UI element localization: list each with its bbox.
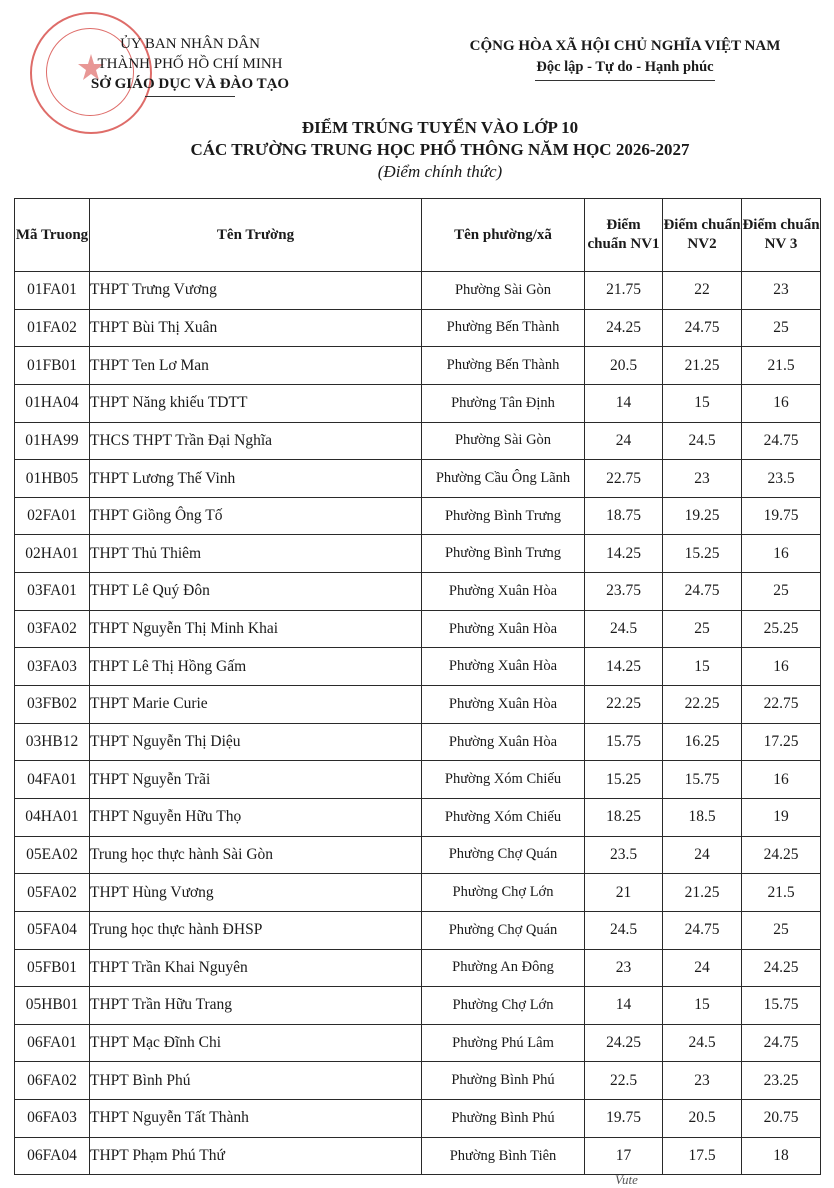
school-name: THPT Nguyễn Trãi: [90, 761, 422, 799]
score-nv1: 22.5: [585, 1062, 663, 1100]
score-nv2: 18.5: [663, 798, 742, 836]
ward-name: Phường Bình Trưng: [422, 497, 585, 535]
ward-name: Phường Xuân Hòa: [422, 610, 585, 648]
school-name: THPT Trưng Vương: [90, 272, 422, 310]
score-nv2: 21.25: [663, 874, 742, 912]
score-nv1: 24.25: [585, 309, 663, 347]
score-nv2: 15: [663, 648, 742, 686]
ward-name: Phường Bình Phú: [422, 1062, 585, 1100]
school-code: 01FA01: [15, 272, 90, 310]
score-nv3: 25: [742, 309, 821, 347]
school-name: THPT Bùi Thị Xuân: [90, 309, 422, 347]
table-row: [15, 1024, 821, 1062]
table-row: [15, 987, 821, 1025]
school-code: 01FB01: [15, 347, 90, 385]
score-nv3: 15.75: [742, 987, 821, 1025]
title-line-2: CÁC TRƯỜNG TRUNG HỌC PHỔ THÔNG NĂM HỌC 2026-2027: [190, 140, 690, 159]
table-row: [15, 573, 821, 611]
table-row: [15, 798, 821, 836]
score-nv3: 16: [742, 648, 821, 686]
score-nv1: 21: [585, 874, 663, 912]
score-nv2: 24: [663, 949, 742, 987]
document-title: [100, 117, 780, 183]
table-row: [15, 686, 821, 724]
score-nv3: 23: [742, 272, 821, 310]
school-name: THCS THPT Trần Đại Nghĩa: [90, 422, 422, 460]
table-body: [15, 272, 821, 1175]
ward-name: Phường Phú Lâm: [422, 1024, 585, 1062]
score-nv2: 15: [663, 987, 742, 1025]
score-nv3: 16: [742, 384, 821, 422]
table-row: [15, 911, 821, 949]
score-nv3: 16: [742, 761, 821, 799]
school-code: 02HA01: [15, 535, 90, 573]
score-nv1: 18.25: [585, 798, 663, 836]
school-code: 01HA99: [15, 422, 90, 460]
school-name: THPT Lê Thị Hồng Gấm: [90, 648, 422, 686]
school-code: 06FA02: [15, 1062, 90, 1100]
school-code: 01HA04: [15, 384, 90, 422]
header-school: Tên Trường: [90, 199, 422, 272]
school-code: 03FB02: [15, 686, 90, 724]
score-nv3: 25.25: [742, 610, 821, 648]
score-nv1: 23: [585, 949, 663, 987]
table-row: [15, 648, 821, 686]
score-nv3: 24.75: [742, 422, 821, 460]
school-name: THPT Lê Quý Đôn: [90, 573, 422, 611]
school-code: 05HB01: [15, 987, 90, 1025]
admission-scores-table: [14, 198, 821, 1175]
score-nv1: 23.5: [585, 836, 663, 874]
score-nv3: 19.75: [742, 497, 821, 535]
school-name: THPT Trần Khai Nguyên: [90, 949, 422, 987]
score-nv1: 14: [585, 384, 663, 422]
table-row: [15, 422, 821, 460]
score-nv1: 24.25: [585, 1024, 663, 1062]
authority-line-1: ỦY BAN NHÂN DÂN: [120, 36, 260, 52]
score-nv2: 24.75: [663, 573, 742, 611]
score-nv3: 19: [742, 798, 821, 836]
score-nv2: 22: [663, 272, 742, 310]
score-nv1: 22.75: [585, 460, 663, 498]
score-nv3: 20.75: [742, 1100, 821, 1138]
score-nv1: 24.5: [585, 610, 663, 648]
school-code: 03HB12: [15, 723, 90, 761]
score-nv2: 16.25: [663, 723, 742, 761]
ward-name: Phường Tân Định: [422, 384, 585, 422]
score-nv3: 24.75: [742, 1024, 821, 1062]
score-nv2: 24.75: [663, 911, 742, 949]
score-nv2: 24.5: [663, 1024, 742, 1062]
score-nv3: 16: [742, 535, 821, 573]
footer-initials: Vute: [615, 1172, 638, 1187]
score-nv2: 15: [663, 384, 742, 422]
score-nv3: 21.5: [742, 347, 821, 385]
table-row: [15, 384, 821, 422]
ward-name: Phường Bình Phú: [422, 1100, 585, 1138]
header-code: Mã Truong: [15, 199, 90, 272]
score-nv1: 18.75: [585, 497, 663, 535]
score-nv3: 21.5: [742, 874, 821, 912]
school-code: 01FA02: [15, 309, 90, 347]
table-row: [15, 347, 821, 385]
score-nv1: 21.75: [585, 272, 663, 310]
score-nv3: 17.25: [742, 723, 821, 761]
ward-name: Phường Sài Gòn: [422, 272, 585, 310]
school-name: THPT Nguyễn Thị Minh Khai: [90, 610, 422, 648]
score-nv2: 23: [663, 460, 742, 498]
score-nv2: 24.5: [663, 422, 742, 460]
score-nv1: 19.75: [585, 1100, 663, 1138]
ward-name: Phường Xuân Hòa: [422, 648, 585, 686]
score-nv1: 15.75: [585, 723, 663, 761]
title-line-1: ĐIỂM TRÚNG TUYỂN VÀO LỚP 10: [301, 118, 579, 137]
score-nv3: 23.5: [742, 460, 821, 498]
score-nv1: 20.5: [585, 347, 663, 385]
country-name: CỘNG HÒA XÃ HỘI CHỦ NGHĨA VIỆT NAM: [469, 38, 781, 54]
score-nv3: 24.25: [742, 949, 821, 987]
score-nv3: 23.25: [742, 1062, 821, 1100]
ward-name: Phường Sài Gòn: [422, 422, 585, 460]
school-code: 06FA01: [15, 1024, 90, 1062]
table-row: [15, 836, 821, 874]
school-code: 05FA02: [15, 874, 90, 912]
table-row: [15, 1137, 821, 1175]
table-row: [15, 761, 821, 799]
score-nv2: 17.5: [663, 1137, 742, 1175]
score-nv2: 24.75: [663, 309, 742, 347]
ward-name: Phường Xóm Chiếu: [422, 761, 585, 799]
table-row: [15, 949, 821, 987]
motto-underline: [535, 80, 715, 81]
header-nv3: Điểm chuẩn NV 3: [742, 199, 821, 272]
school-name: THPT Mạc Đĩnh Chi: [90, 1024, 422, 1062]
score-nv2: 15.75: [663, 761, 742, 799]
school-name: THPT Nguyễn Tất Thành: [90, 1100, 422, 1138]
header-nv2: Điểm chuẩn NV2: [663, 199, 742, 272]
national-motto: [430, 36, 820, 81]
score-nv2: 25: [663, 610, 742, 648]
ward-name: Phường Xuân Hòa: [422, 686, 585, 724]
score-nv1: 14: [585, 987, 663, 1025]
school-code: 05FA04: [15, 911, 90, 949]
ward-name: Phường Xuân Hòa: [422, 723, 585, 761]
school-name: THPT Nguyễn Hữu Thọ: [90, 798, 422, 836]
school-name: Trung học thực hành ĐHSP: [90, 911, 422, 949]
score-nv1: 24.5: [585, 911, 663, 949]
school-name: THPT Marie Curie: [90, 686, 422, 724]
ward-name: Phường Xóm Chiếu: [422, 798, 585, 836]
table-row: [15, 1062, 821, 1100]
score-nv1: 24: [585, 422, 663, 460]
score-nv2: 22.25: [663, 686, 742, 724]
ward-name: Phường Chợ Lớn: [422, 874, 585, 912]
school-name: THPT Năng khiếu TDTT: [90, 384, 422, 422]
school-name: THPT Giồng Ông Tố: [90, 497, 422, 535]
authority-line-2: THÀNH PHỐ HỒ CHÍ MINH: [97, 56, 283, 72]
header-nv1: Điểm chuẩn NV1: [585, 199, 663, 272]
school-code: 03FA02: [15, 610, 90, 648]
score-nv1: 14.25: [585, 535, 663, 573]
authority-department: SỞ GIÁO DỤC VÀ ĐÀO TẠO: [90, 76, 290, 92]
authority-underline: [145, 96, 235, 97]
ward-name: Phường Chợ Quán: [422, 911, 585, 949]
school-name: THPT Trần Hữu Trang: [90, 987, 422, 1025]
ward-name: Phường Xuân Hòa: [422, 573, 585, 611]
school-name: THPT Hùng Vương: [90, 874, 422, 912]
score-nv2: 24: [663, 836, 742, 874]
school-code: 06FA03: [15, 1100, 90, 1138]
school-name: THPT Phạm Phú Thứ: [90, 1137, 422, 1175]
school-name: Trung học thực hành Sài Gòn: [90, 836, 422, 874]
table-row: [15, 535, 821, 573]
table-row: [15, 309, 821, 347]
school-code: 04HA01: [15, 798, 90, 836]
school-code: 03FA03: [15, 648, 90, 686]
score-nv1: 23.75: [585, 573, 663, 611]
score-nv1: 17: [585, 1137, 663, 1175]
score-nv3: 22.75: [742, 686, 821, 724]
school-code: 01HB05: [15, 460, 90, 498]
ward-name: Phường Bình Tiên: [422, 1137, 585, 1175]
score-nv2: 19.25: [663, 497, 742, 535]
school-code: 05FB01: [15, 949, 90, 987]
ward-name: Phường Bến Thành: [422, 309, 585, 347]
school-name: THPT Ten Lơ Man: [90, 347, 422, 385]
score-nv2: 15.25: [663, 535, 742, 573]
score-nv2: 20.5: [663, 1100, 742, 1138]
school-code: 05EA02: [15, 836, 90, 874]
school-name: THPT Lương Thế Vinh: [90, 460, 422, 498]
table-header-row: [15, 199, 821, 272]
ward-name: Phường Chợ Lớn: [422, 987, 585, 1025]
score-nv3: 18: [742, 1137, 821, 1175]
ward-name: Phường Chợ Quán: [422, 836, 585, 874]
score-nv3: 25: [742, 573, 821, 611]
school-name: THPT Nguyễn Thị Diệu: [90, 723, 422, 761]
school-name: THPT Bình Phú: [90, 1062, 422, 1100]
school-code: 06FA04: [15, 1137, 90, 1175]
score-nv3: 25: [742, 911, 821, 949]
school-code: 04FA01: [15, 761, 90, 799]
score-nv1: 15.25: [585, 761, 663, 799]
table-row: [15, 497, 821, 535]
table-row: [15, 874, 821, 912]
ward-name: Phường Cầu Ông Lãnh: [422, 460, 585, 498]
title-note: (Điểm chính thức): [377, 162, 503, 181]
school-name: THPT Thủ Thiêm: [90, 535, 422, 573]
ward-name: Phường Bình Trưng: [422, 535, 585, 573]
score-nv1: 22.25: [585, 686, 663, 724]
motto-line: Độc lập - Tự do - Hạnh phúc: [536, 59, 714, 75]
score-nv2: 21.25: [663, 347, 742, 385]
issuing-authority: [60, 34, 320, 97]
score-nv2: 23: [663, 1062, 742, 1100]
ward-name: Phường An Đông: [422, 949, 585, 987]
ward-name: Phường Bến Thành: [422, 347, 585, 385]
school-code: 02FA01: [15, 497, 90, 535]
score-nv1: 14.25: [585, 648, 663, 686]
table-row: [15, 272, 821, 310]
score-nv3: 24.25: [742, 836, 821, 874]
table-row: [15, 460, 821, 498]
header-ward: Tên phường/xã: [422, 199, 585, 272]
table-row: [15, 610, 821, 648]
table-row: [15, 1100, 821, 1138]
school-code: 03FA01: [15, 573, 90, 611]
table-row: [15, 723, 821, 761]
